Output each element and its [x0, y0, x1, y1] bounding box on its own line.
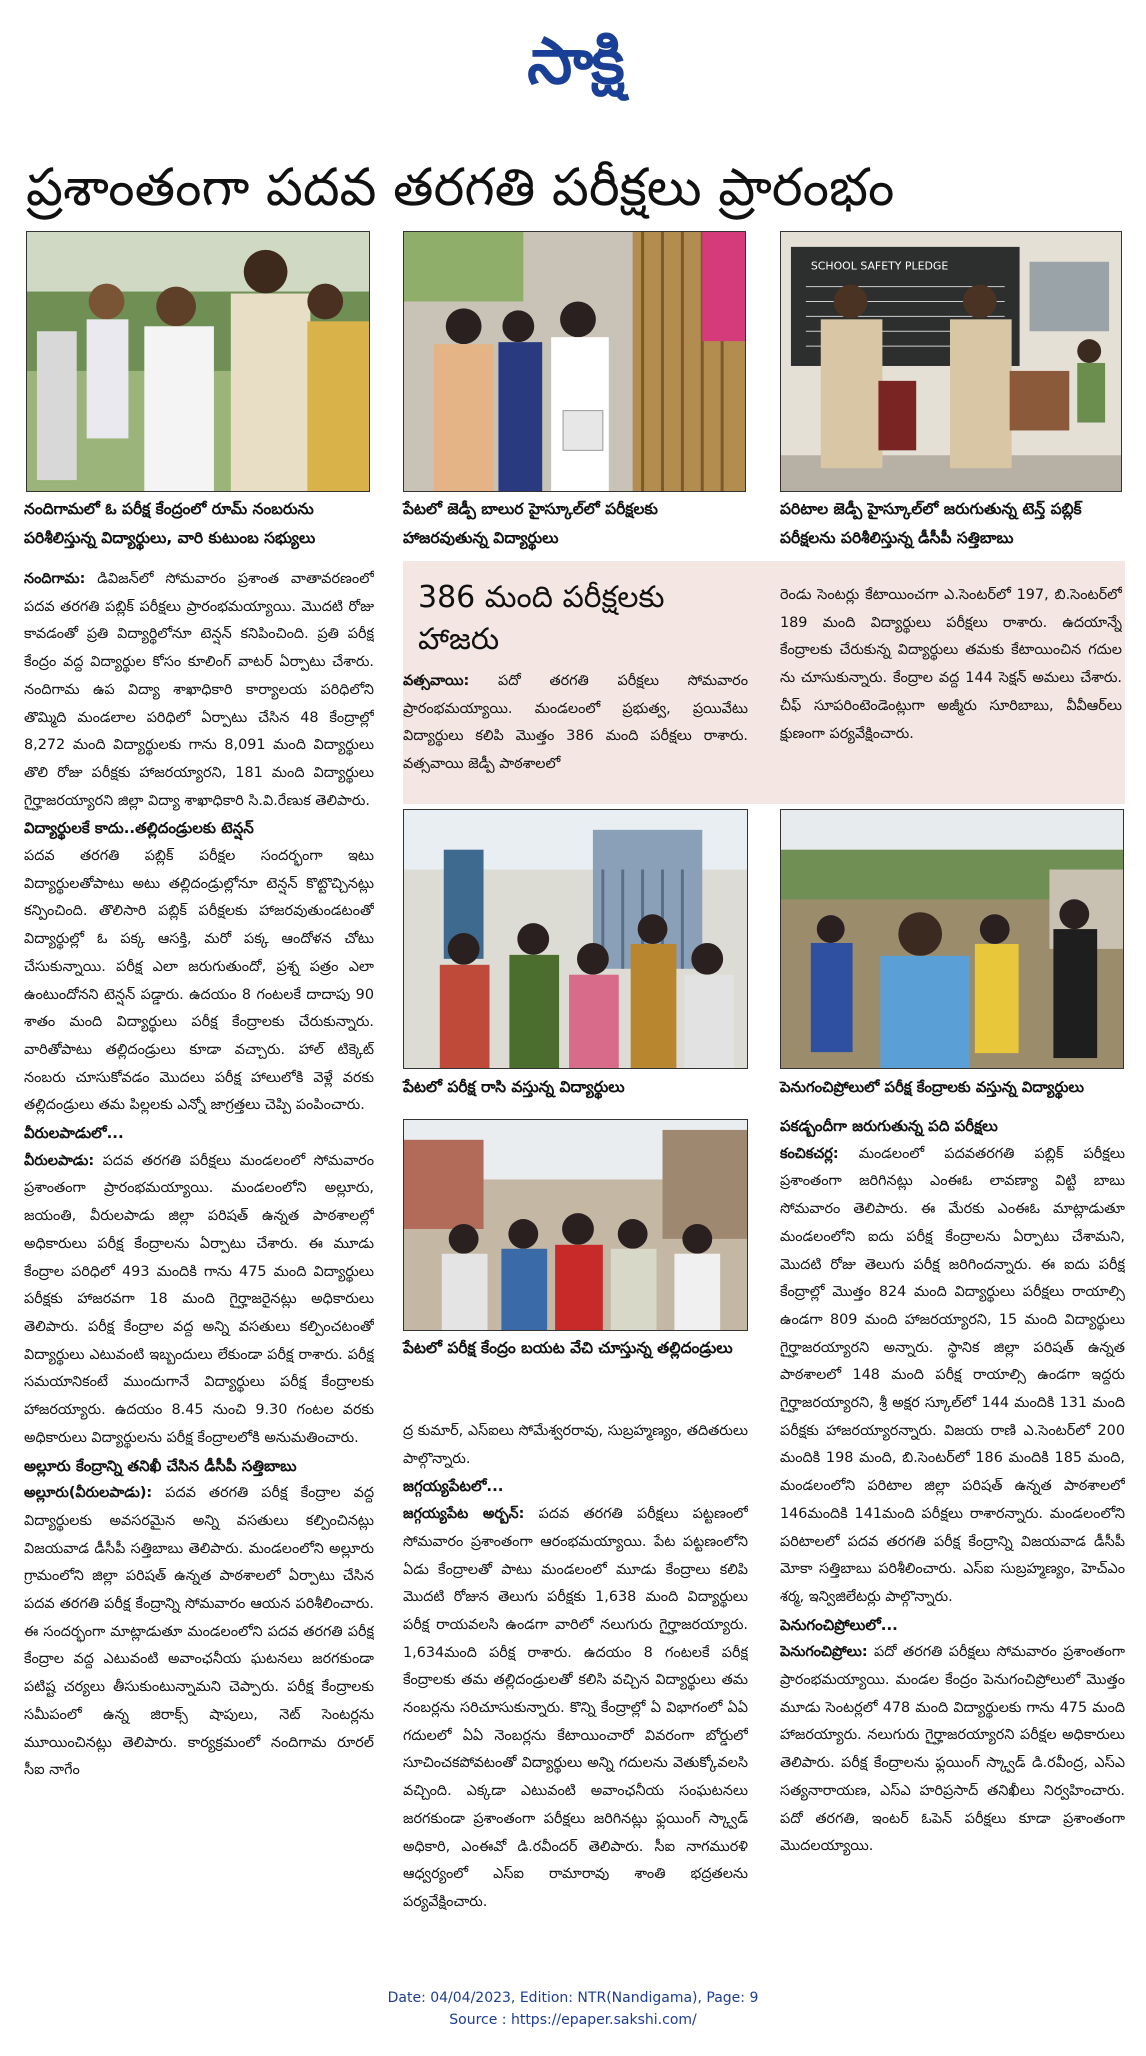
subhead-veerulapadu: వీరులపాడులో...	[24, 1124, 124, 1143]
subhead-alluru-dcp: అల్లూరు కేంద్రాన్ని తనిఖీ చేసిన డీసీపీ సత్తిబాబు	[24, 1456, 297, 1475]
para-nandigama: డివిజన్‌లో సోమవారం ప్రశాంత వాతావరణంలో పదవ తరగతి పబ్లిక్ పరీక్షలు ప్రారంభమయ్యాయి. మొదటి రోజు కావడంతో ప్రతి విద్యార్థిలోనూ టెన్షన్ కనిపించింది. ప్రతి పరీక్ష కేంద్రం వద్ద విద్యార్థుల కోసం కూలింగ్ వాటర్ ఏర్పాటు చేశారు. నందిగామ ఉప విద్యా శాఖాధికారి కార్యాలయ పరిధిలోని తొమ్మిది మండలాల పరిధిలో ఏర్పాటు చేసిన 48 కేంద్రాల్లో 8,272 మంది విద్యార్థులకు గాను 8,091 మంది విద్యార్థులు తొలి రోజు పరీక్షకు హాజరయ్యారని, 181 మంది విద్యార్థులు గైర్హాజరయ్యారని జిల్లా విద్యా శాఖాధికారి సి.వి.రేణుక తెలిపారు.	[24, 571, 374, 809]
dateline-nandigama: నందిగామ:	[24, 571, 86, 587]
para-col2-continued: ద్ర కుమార్, ఎస్‌ఐలు సోమేశ్వరరావు, సుబ్రహ్మణ్యం, తదితరులు పాల్గొన్నారు.	[403, 1423, 748, 1467]
caption-photo5: పెనుగంచిప్రోలులో పరీక్ష కేంద్రాలకు వస్తున్న విద్యార్థులు	[780, 1079, 1084, 1096]
box-left-text	[403, 668, 748, 798]
caption-photo4: పేటలో పరీక్ష రాసి వస్తున్న విద్యార్థులు	[403, 1078, 625, 1096]
dateline-penuganchiprolu: పెనుగంచిప్రోలు:	[780, 1644, 868, 1661]
subhead-parents-tension: విద్యార్థులకే కాదు..తల్లిదండ్రులకు టెన్షన్	[24, 819, 254, 838]
sakshi-logo	[470, 26, 680, 98]
para-penuganchiprolu: పదో తరగతి పరీక్షలు సోమవారం ప్రశాంతంగా ప్రారంభమయ్యాయి. మండల కేంద్రం పెనుగంచిప్రోలులో మొత్తం మూడు సెంటర్లలో 478 మంది విద్యార్థులకు గాను 475 మంది హాజరయ్యారు. నలుగురు గైర్హాజరయ్యారని పరీక్షల అధికారులు తెలిపారు. పరీక్ష కేంద్రాలను ఫ్లయింగ్ స్క్వాడ్ డి.రవీంద్ర, ఎస్ఎ సత్యనారాయణ, ఎస్ఎ హరిప్రసాద్ తనిఖీలు నిర్వహించారు. పదో తరగతి, ఇంటర్ ఓపెన్ పరీక్షలు కూడా ప్రశాంతంగా మొదలయ్యాయి.	[780, 1644, 1125, 1855]
para-jaggayyapeta: పదవ తరగతి పరీక్షలు పట్టణంలో సోమవారం ప్రశాంతంగా ఆరంభమయ్యాయి. పేట పట్టణంలోని ఏడు కేంద్రాలతో పాటు మండలంలో మూడు కేంద్రాలు కలిపి మొదటి రోజున తెలుగు పరీక్షకు 1,638 మంది విద్యార్థులు పరీక్ష రాయవలసి ఉండగా వారిలో నలుగురు గైర్హాజరయ్యారు. 1,634మంది పరీక్ష రాశారు. ఉదయం 8 గంటలకే పరీక్ష కేంద్రాలకు తమ తల్లిదండ్రులతో కలిసి వచ్చిన విద్యార్థులు తమ నంబర్లను సరిచూసుకున్నారు. కొన్ని కేంద్రాల్లో ఏ విభాగంలో ఏఏ గదులలో ఏఏ నెంబర్లను కేటాయించారో వివరంగా బోర్డులో సూచించకపోవటంతో విద్యార్థులు అన్ని గదులను వెతుక్కోవలసి వచ్చింది. ఎక్కడా ఎటువంటి అవాంఛనీయ సంఘటనలు జరగకుండా ప్రశాంతంగా పరీక్షలు జరిగినట్లు ఫ్లయింగ్ స్క్వాడ్ అధికారి, ఎంఈవో డి.రవీందర్ తెలిపారు. సీఐ నాగమురళి ఆధ్వర్యంలో ఎస్ఐ రామారావు శాంతి భద్రతలను పర్యవేక్షించారు.	[403, 1506, 748, 1910]
article-column-2	[403, 1418, 748, 1970]
photo-penuganchiprolu-students	[780, 809, 1124, 1069]
photo-paritala-dcp	[780, 231, 1122, 492]
para-vatsavai-left: పదో తరగతి పరీక్షలు సోమవారం ప్రారంభమయ్యాయి. మండలంలో ప్రభుత్వ, ప్రయివేటు విద్యార్థులు కలిపి మొత్తం 386 మంది పరీక్షలు రాశారు. వత్సవాయి జెడ్పీ పాఠశాలలో	[403, 673, 748, 773]
para-parents-tension: పదవ తరగతి పబ్లిక్ పరీక్షల సందర్భంగా ఇటు విద్యార్థులతోపాటు అటు తల్లిదండ్రుల్లోనూ టెన్షన్ కొట్టొచ్చినట్లు కన్పించింది. తొలిసారి పబ్లిక్ పరీక్షలకు హాజరవుతుండటంతో విద్యార్థుల్లో ఓ పక్క ఆసక్తి, మరో పక్క ఆందోళన చోటు చేసుకున్నాయి. పరీక్ష ఎలా జరుగుతుందో, ప్రశ్న పత్రం ఎలా ఉంటుందోనని టెన్షన్ పడ్డారు. ఉదయం 8 గంటలకే దాదాపు 90 శాతం మంది విద్యార్థులు పరీక్ష కేంద్రాలకు చేరుకున్నారు. వారితోపాటు తల్లిదండ్రులు కూడా వచ్చారు. హాల్ టిక్కెట్ నంబరు చూసుకోవడం మొదలు పరీక్ష హాలులోకి వెళ్లే వరకు తల్లిదండ్రులు తమ పిల్లలకు ఎన్నో జాగ్రత్తలు చెప్పి పంపించారు.	[24, 848, 374, 1114]
photo-nandigama-students	[26, 231, 370, 492]
dateline-veerulapadu: వీరులపాడు:	[24, 1152, 95, 1169]
page-headline: ప్రశాంతంగా పదవ తరగతి పరీక్షలు ప్రారంభం	[26, 158, 895, 218]
caption-photo3: పరిటాల జెడ్పీ హైస్కూల్‌లో జరుగుతున్న టెన్త్ పబ్లిక్ పరీక్షలను పరిశీలిస్తున్న డీసీపీ సత్తిబాబు	[780, 500, 1082, 547]
para-alluru: పదవ తరగతి పరీక్ష కేంద్రాల వద్ద విద్యార్థులకు అవసరమైన అన్ని వసతులు కల్పించినట్లు విజయవాడ డీసీపీ సత్తిబాబు తెలిపారు. మండలంలోని అల్లూరు గ్రామంలోని జిల్లా పరిషత్ ఉన్నత పాఠశాలలో ఏర్పాటు చేసిన పదవ తరగతి పరీక్ష కేంద్రాన్ని సోమవారం ఆయన పరిశీలించారు. ఈ సందర్భంగా మాట్లాడుతూ మండలంలోని పదవ తరగతి పరీక్ష కేంద్రాల వద్ద ఎటువంటి అవాంఛనీయ ఘటనలు జరగకుండా పటిష్ట చర్యలు తీసుకుంటున్నామని చెప్పారు. పరీక్ష కేంద్రాలకు సమీపంలో ఉన్న జిరాక్స్ షాపులు, నెట్ సెంటర్లను మూయించినట్లు తెలిపారు. కార్యక్రమంలో నందిగామ రూరల్ సీఐ నాగేం	[24, 1485, 374, 1779]
box-right-text: రెండు సెంటర్లు కేటాయించగా ఎ.సెంటర్‌లో 197, బి.సెంటర్‌లో 189 మంది విద్యార్థులు పరీక్షలు రాశారు. ఉదయాన్నే కేంద్రాలకు చేరుకున్న విద్యార్థులు తమకు కేటాయించిన గదుల ను చూసుకున్నారు. కేంద్రాల వద్ద 144 సెక్షన్ అమలు చేశారు. చీఫ్ సూపరింటెండెంట్లుగా అజ్మీరు సూరిబాబు, వీవీఆర్‌లు క్షుణంగా పర్యవేక్షించారు.	[780, 587, 1122, 742]
photo-peta-students-exit	[403, 809, 748, 1069]
para-veerulapadu: పదవ తరగతి పరీక్షలు మండలంలో సోమవారం ప్రశాంతంగా ప్రారంభమయ్యాయి. మండలంలోని అల్లూరు, జయంతి, వీరులపాడు జిల్లా పరిషత్ ఉన్నత పాఠశాలల్లో అధికారులు పరీక్ష కేంద్రాలను ఏర్పాటు చేశారు. ఈ మూడు కేంద్రాల పరిధిలో 493 మందికి గాను 475 మంది విద్యార్థులు పరీక్షకు హాజరవగా 18 మంది గైర్హాజరైనట్లు అధికారులు తెలిపారు. పరీక్ష కేంద్రాల వద్ద అన్ని వసతులు కల్పించటంతో విద్యార్థులు ఎటువంటి ఇబ్బందులు లేకుండా పరీక్ష రాశారు. పరీక్ష సమయానికంటే ముందుగానే విద్యార్థులు పరీక్ష కేంద్రాలకు హాజరయ్యారు. ఉదయం 8.45 నుంచి 9.30 గంటల వరకు అధికారులు విద్యార్థులను పరీక్ష కేంద్రాలలోకి అనుమతించారు.	[24, 1152, 374, 1446]
subhead-kanchikacherla: పకడ్బందీగా జరుగుతున్న పది పరీక్షలు	[780, 1117, 998, 1135]
subhead-jaggayyapeta: జగ్గయ్యపేటలో...	[403, 1477, 504, 1496]
dateline-kanchikacherla: కంచికచర్ల:	[780, 1145, 839, 1162]
subhead-penuganchiprolu: పెనుగంచిప్రోలులో...	[780, 1615, 898, 1634]
para-kanchikacherla: మండలంలో పదవతరగతి పబ్లిక్ పరీక్షలు ప్రశాంతంగా జరిగినట్లు ఎంఈఓ లావణ్యా విట్టి బాబు సోమవారం తెలిపారు. ఈ మేరకు ఎంఈఓ మాట్లాడుతూ మండలంలోని ఐదు పరీక్ష కేంద్రాలను ఏర్పాటు చేశామని, మొదటి రోజు తెలుగు పరీక్ష జరిగిందన్నారు. ఈ ఐదు పరీక్ష కేంద్రాల్లో మొత్తం 824 మంది విద్యార్థులు పరీక్షలు రాయాల్సి ఉండగా 809 మంది హాజరయ్యారని, 15 మంది విద్యార్థులు గైర్హాజరయ్యారని అన్నారు. స్థానిక జిల్లా పరిషత్ ఉన్నత పాఠశాలలో 148 మంది పరీక్ష రాయాల్సి ఉండగా ఇద్దరు గైర్హాజరయ్యారని, శ్రీ అక్షర స్కూల్‌లో 144 మందికి 131 మంది పరీక్షకు హాజరయ్యారన్నారు. విజయ రాణి ఎ.సెంటర్‌లో 200 మందికి 198 మంది, బి.సెంటర్‌లో 186 మందికి 185 మంది, మండలంలోని పరిటాల జిల్లా పరిషత్ ఉన్నత పాఠశాలలో 146మందికి 141మంది పరీక్షలు రాశారన్నారు. మండలంలోని పరిటాలలో పదవ తరగతి పరీక్ష కేంద్రాన్ని విజయవాడ డీసీపీ మోకా సత్తిబాబు పరిశీలించారు. ఎస్ఐ సుబ్రహ్మణ్యం, హెచ్ఎం శర్మ, ఇన్విజిలేటర్లు పాల్గొన్నారు.	[780, 1145, 1125, 1605]
photo-peta-parents-waiting	[403, 1119, 748, 1331]
dateline-alluru: అల్లూరు(వీరులపాడు):	[24, 1485, 153, 1502]
footer-source-link[interactable]: Source : https://epaper.sakshi.com/	[449, 2012, 697, 2028]
dateline-vatsavai: వత్సవాయి:	[403, 673, 470, 689]
caption-photo6: పేటలో పరీక్ష కేంద్రం బయట వేచి చూస్తున్న తల్లిదండ్రులు	[403, 1339, 733, 1357]
article-column-3	[780, 1113, 1125, 1970]
box-title: 386 మంది పరీక్షలకు హాజరు	[418, 580, 665, 657]
footer-date-edition: Date: 04/04/2023, Edition: NTR(Nandigama), Page: 9	[387, 1990, 759, 2006]
article-column-1	[24, 566, 374, 1970]
photo-peta-girls-school	[403, 231, 746, 492]
caption-photo2: పేటలో జెడ్పీ బాలుర హైస్కూల్‌లో పరీక్షలకు హాజరవుతున్న విద్యార్థులు	[403, 500, 658, 547]
logo-text: సాక్షి	[527, 25, 623, 99]
pledge-board-text: SCHOOL SAFETY PLEDGE	[810, 259, 949, 273]
dateline-jaggayyapeta: జగ్గయ్యపేట అర్బన్:	[403, 1506, 525, 1523]
caption-photo1: నందిగామలో ఓ పరీక్ష కేంద్రంలో రూమ్ నంబరును పరిశీలిస్తున్న విద్యార్థులు, వారి కుటుంబ సభ్యులు	[24, 500, 316, 547]
